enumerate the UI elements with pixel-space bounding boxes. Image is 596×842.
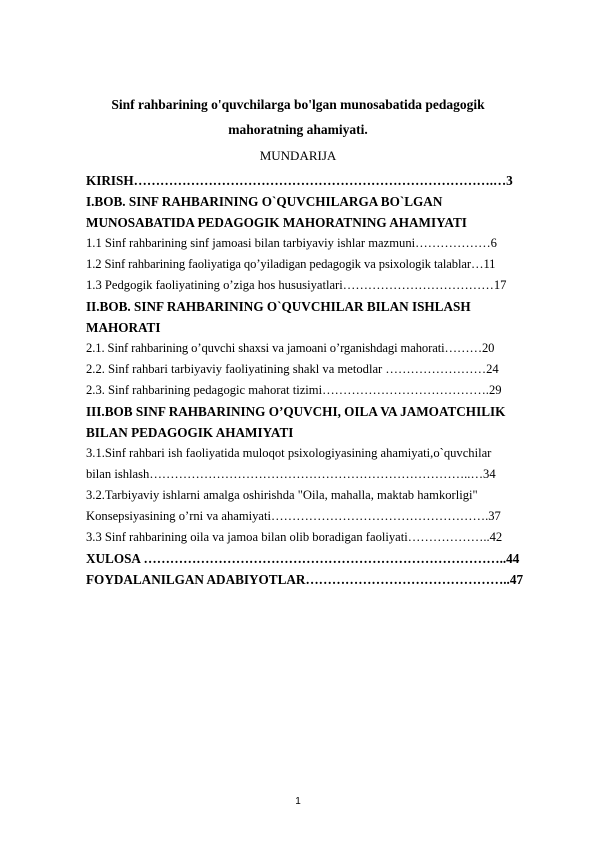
toc-entry-3-2-line-1: 3.2.Tarbiyaviy ishlarni amalga oshirishda "Oila, mahalla, maktab hamkorligi" <box>86 488 478 502</box>
page-number: 1 <box>295 796 301 807</box>
toc-entry-1-3: 1.3 Pedgogik faoliyatining o’ziga hos hususiyatlari………………………………17 <box>86 278 507 292</box>
toc-entry-3-1-line-1: 3.1.Sinf rahbari ish faoliyatida muloqot psixologiyasining ahamiyati,o`quvchilar <box>86 446 492 460</box>
contents-heading: MUNDARIJA <box>259 148 337 163</box>
toc-entry-3-3: 3.3 Sinf rahbarining oila va jamoa bilan olib boradigan faoliyati………………..42 <box>86 530 503 544</box>
toc-entry-chapter-1-line-2: MUNOSABATIDA PEDAGOGIK MAHORATNING AHAMIYATI <box>86 215 467 230</box>
toc-entry-chapter-1-line-1: I.BOB. SINF RAHBARINING O`QUVCHILARGA BO`LGAN <box>86 194 443 209</box>
toc-entry-3-2-line-2: Konsepsiyasining o’rni va ahamiyati…………………………………………….37 <box>86 509 501 523</box>
toc-entry-1-2: 1.2 Sinf rahbarining faoliyatiga qo’yiladigan pedagogik va psixologik talablar…11 <box>86 257 496 271</box>
toc-entry-kirish: KIRISH……………………………………………………………………….…3 <box>86 173 513 188</box>
toc-entry-chapter-3-line-1: III.BOB SINF RAHBARINING O’QUVCHI, OILA VA JAMOATCHILIK <box>86 404 506 419</box>
toc-entry-chapter-3-line-2: BILAN PEDAGOGIK AHAMIYATI <box>86 425 294 440</box>
toc-entry-bibliography: FOYDALANILGAN ADABIYOTLAR………………………………………..47 <box>86 572 524 587</box>
toc-entry-2-2: 2.2. Sinf rahbari tarbiyaviy faoliyatining shakl va metodlar ……………………24 <box>86 362 499 376</box>
document-title-line-2: mahoratning ahamiyati. <box>228 122 368 137</box>
toc-entry-xulosa: XULOSA ………………………………………………………………………..44 <box>86 551 520 566</box>
toc-entry-chapter-2-line-1: II.BOB. SINF RAHBARINING O`QUVCHILAR BILAN ISHLASH <box>86 299 471 314</box>
toc-entry-2-1: 2.1. Sinf rahbarining o’quvchi shaxsi va jamoani o’rganishdagi mahorati………20 <box>86 341 495 355</box>
toc-entry-2-3: 2.3. Sinf rahbarining pedagogic mahorat tizimi………………………………….29 <box>86 383 502 397</box>
table-of-contents <box>86 170 556 590</box>
document-title-line-1: Sinf rahbarining o'quvchilarga bo'lgan munosabatida pedagogik <box>111 97 485 112</box>
toc-entry-3-1-line-2: bilan ishlash…………………………………………………………………..…34 <box>86 467 496 481</box>
toc-entry-chapter-2-line-2: MAHORATI <box>86 320 161 335</box>
toc-entry-1-1: 1.1 Sinf rahbarining sinf jamoasi bilan tarbiyaviy ishlar mazmuni………………6 <box>86 236 497 250</box>
